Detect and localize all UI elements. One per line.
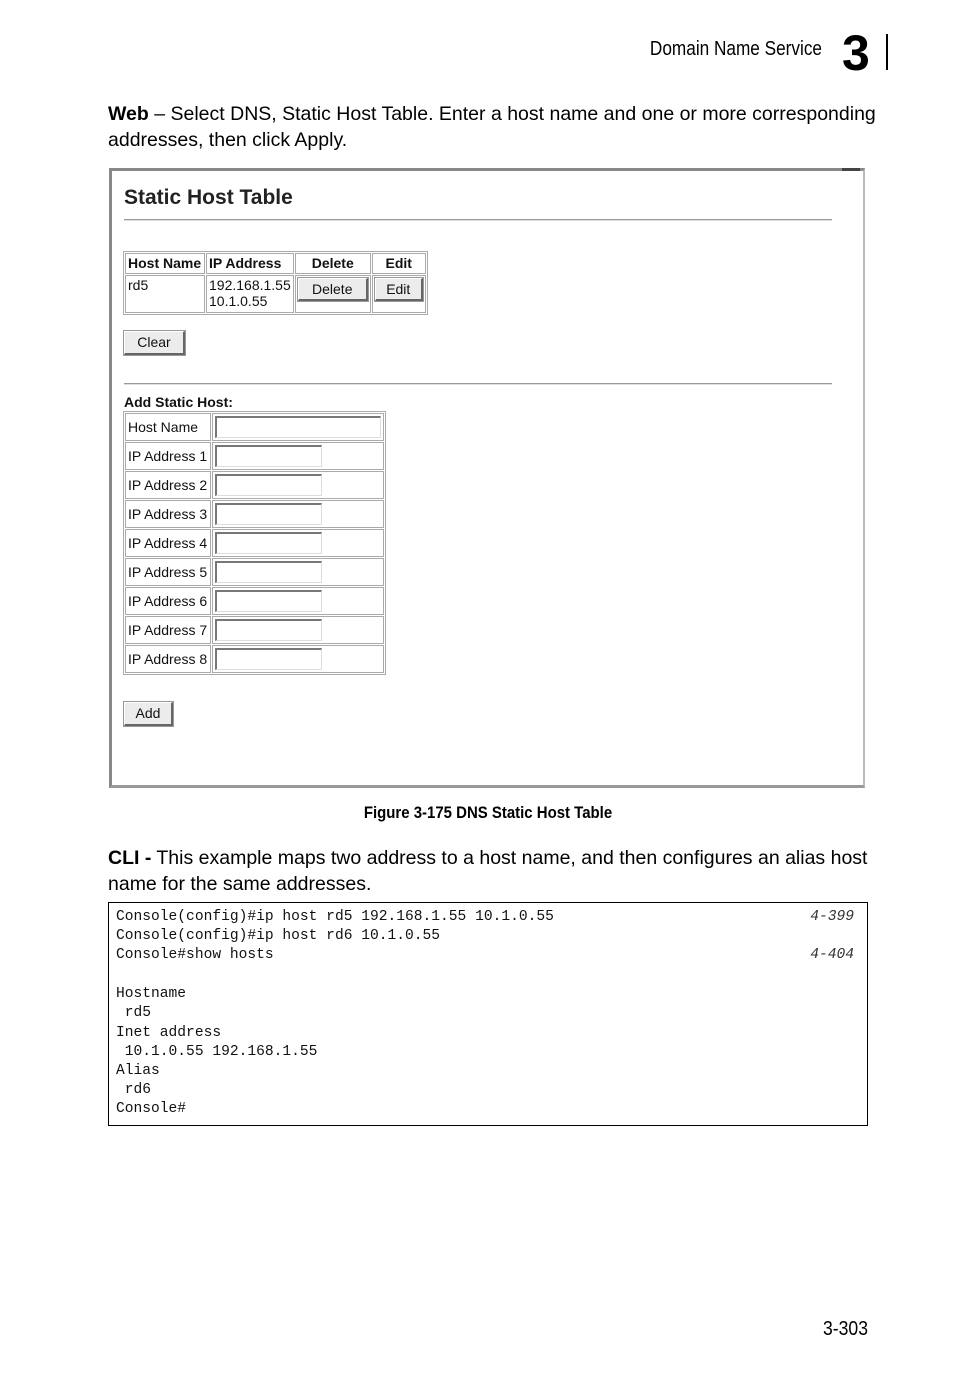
code-line xyxy=(116,985,854,1004)
chapter-divider xyxy=(886,34,888,70)
ip-address-3-cell xyxy=(212,500,384,528)
form-row-ip-7 xyxy=(125,616,384,644)
ip-address-5-input[interactable] xyxy=(215,561,322,583)
form-row-ip-5 xyxy=(125,558,384,586)
form-row-ip-8 xyxy=(125,645,384,673)
cli-intro-bold: CLI - xyxy=(108,847,152,869)
code-text: rd5 xyxy=(116,1005,152,1021)
form-row-ip-6 xyxy=(125,587,384,615)
ip-address-1-input[interactable] xyxy=(215,445,322,467)
host-name-label: Host Name xyxy=(125,413,211,441)
cell-host-name: rd5 xyxy=(125,275,205,313)
ip-address-2-label: IP Address 2 xyxy=(125,471,211,499)
cli-intro-paragraph xyxy=(108,845,878,897)
ip-address-1: 192.168.1.55 xyxy=(209,277,291,293)
cell-edit xyxy=(372,275,426,313)
host-name-cell xyxy=(212,413,384,441)
code-text: Console(config)#ip host rd6 10.1.0.55 xyxy=(116,928,441,944)
add-button[interactable]: Add xyxy=(124,702,173,726)
cell-delete xyxy=(295,275,371,313)
ip-address-3-label: IP Address 3 xyxy=(125,500,211,528)
col-edit: Edit xyxy=(372,253,426,274)
ip-address-8-cell xyxy=(212,645,384,673)
code-example xyxy=(108,902,868,1126)
static-host-table xyxy=(123,251,428,315)
ip-address-5-label: IP Address 5 xyxy=(125,558,211,586)
ip-address-2-cell xyxy=(212,471,384,499)
col-host-name: Host Name xyxy=(125,253,205,274)
web-intro-paragraph xyxy=(108,101,878,153)
clear-button[interactable]: Clear xyxy=(124,331,185,355)
ip-address-1-cell xyxy=(212,442,384,470)
ip-address-4-input[interactable] xyxy=(215,532,322,554)
code-line xyxy=(116,927,854,946)
code-text: Alias xyxy=(116,1063,160,1079)
running-header-title: Domain Name Service xyxy=(649,38,822,60)
form-row-ip-3 xyxy=(125,500,384,528)
edit-button[interactable]: Edit xyxy=(375,278,423,301)
ip-address-4-cell xyxy=(212,529,384,557)
code-reference: 4-399 xyxy=(810,909,854,925)
ip-address-8-input[interactable] xyxy=(215,648,322,670)
ip-address-7-label: IP Address 7 xyxy=(125,616,211,644)
ip-address-5-cell xyxy=(212,558,384,586)
table-header-row xyxy=(125,253,426,274)
code-text: Hostname xyxy=(116,986,187,1002)
ip-address-4-label: IP Address 4 xyxy=(125,529,211,557)
cli-intro-text: This example maps two address to a host name, and then configures an alias host name for the same addresses. xyxy=(108,847,868,895)
code-text: Inet address xyxy=(116,1025,222,1041)
add-static-host-form xyxy=(123,411,386,675)
cell-ip-address xyxy=(206,275,294,313)
code-line xyxy=(116,1100,854,1119)
code-text: 10.1.0.55 192.168.1.55 xyxy=(116,1044,318,1060)
code-line xyxy=(116,908,854,927)
ip-address-6-label: IP Address 6 xyxy=(125,587,211,615)
web-intro-text: – Select DNS, Static Host Table. Enter a host name and one or more corresponding addresses, then click Apply. xyxy=(108,103,876,151)
col-ip-address: IP Address xyxy=(206,253,294,274)
form-row-ip-1 xyxy=(125,442,384,470)
ip-address-8-label: IP Address 8 xyxy=(125,645,211,673)
web-intro-bold: Web xyxy=(108,103,149,125)
code-line xyxy=(116,1004,854,1023)
ip-address-2-input[interactable] xyxy=(215,474,322,496)
code-text: Console# xyxy=(116,1101,187,1117)
form-row-host-name xyxy=(125,413,384,441)
code-text: Console(config)#ip host rd5 192.168.1.55 10.1.0.55 xyxy=(116,909,554,925)
form-row-ip-4 xyxy=(125,529,384,557)
code-line xyxy=(116,1081,854,1100)
title-divider xyxy=(124,219,832,221)
form-row-ip-2 xyxy=(125,471,384,499)
code-reference: 4-404 xyxy=(810,947,854,963)
ip-address-2: 10.1.0.55 xyxy=(209,293,268,309)
add-static-host-label: Add Static Host: xyxy=(124,394,233,410)
host-name-input[interactable] xyxy=(215,416,381,438)
ip-address-6-input[interactable] xyxy=(215,590,322,612)
ip-address-7-cell xyxy=(212,616,384,644)
code-line xyxy=(116,946,854,965)
ip-address-3-input[interactable] xyxy=(215,503,322,525)
delete-button[interactable]: Delete xyxy=(298,278,368,301)
page-number: 3-303 xyxy=(822,1318,868,1340)
figure-caption: Figure 3-175 DNS Static Host Table xyxy=(363,803,613,822)
ip-address-6-cell xyxy=(212,587,384,615)
col-delete: Delete xyxy=(295,253,371,274)
code-text: Console#show hosts xyxy=(116,947,274,963)
scrollbar-stub xyxy=(842,168,860,171)
ip-address-1-label: IP Address 1 xyxy=(125,442,211,470)
code-line xyxy=(116,1043,854,1062)
table-row xyxy=(125,275,426,313)
chapter-number: 3 xyxy=(842,25,869,81)
section-divider xyxy=(124,383,832,385)
ip-address-7-input[interactable] xyxy=(215,619,322,641)
code-line xyxy=(116,1024,854,1043)
code-text: rd6 xyxy=(116,1082,152,1098)
code-line xyxy=(116,1062,854,1081)
page-title: Static Host Table xyxy=(124,186,293,209)
